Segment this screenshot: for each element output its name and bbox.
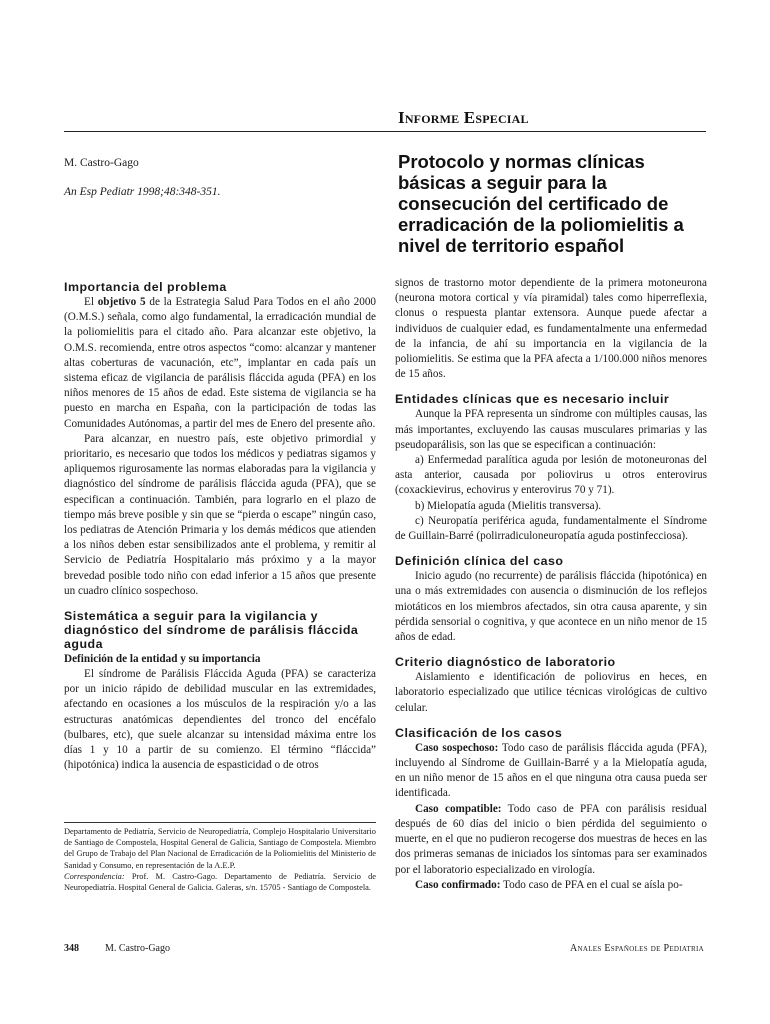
left-column [64, 280, 376, 773]
heading-definicion-clinica: Definición clínica del caso [395, 554, 564, 569]
footnotes [64, 826, 376, 893]
paragraph-objetivo: El objetivo 5 de la Estrategia Salud Para Todos en el año 2000 (O.M.S.) señala, como algo fundamental, la erradicación mundial de la poliomielitis para el citado año. Para alcanzar este objetivo, la O.M.S. recomienda, entre otros aspectos “como: alcanzar y mantener altas coberturas de vacunación, etc”, implantar en cada país un sistema eficaz de vigilancia de parálisis fláccida aguda (PFA) en los niños menores de 15 años de edad. Este sistema de vigilancia se ha puesto en marcha en España, con la participación de todas las Comunidades Autónomas, a partir del mes de Enero del presente año. [64, 296, 377, 430]
paragraph-entidades: Aunque la PFA representa un síndrome con múltiples causas, las más importantes, excluyendo las causas musculares primarias y las pseudoparálisis, son las que se especifican a continuación: [395, 408, 707, 451]
heading-entidades: Entidades clínicas que es necesario incluir [395, 392, 670, 407]
section-label: Informe Especial [398, 108, 529, 127]
case-compatible: Caso compatible: Todo caso de PFA con parálisis residual después de 60 días del inicio o bien pérdida del seguimiento o muerte, en el que no pudieron recogerse dos muestras de heces en las dos primeras semanas de iniciados los síntomas para ser examinados por el laboratorio especializado en virología. [395, 802, 707, 876]
paragraph-continuation: signos de trastorno motor dependiente de la primera motoneurona (neurona motora cortical y vía piramidal) tales como hiperreflexia, clonus o respuesta plantar extensora. Aunque puede afectar a individuos de cualquier edad, es fundamentalmente una enfermedad de la infancia, de ahí su importancia en la vigilancia de la poliomielitis. Se estima que la PFA afecta a 1/100.000 niños menores de 15 años. [395, 277, 707, 381]
footnote-correspondence: Correspondencia: Prof. M. Castro-Gago. Departamento de Pediatría. Servicio de Neuropediatría. Hospital General de Galicia. Galeras, s/n. 15705 - Santiago de Compostela. [64, 871, 376, 893]
subheading-definicion: Definición de la entidad y su importancia [64, 653, 261, 666]
list-item-c: c) Neuropatía periférica aguda, fundamentalmente el Síndrome de Guillain-Barré (polirradiculoneuropatía aguda postinfecciosa). [395, 514, 707, 543]
heading-importancia: Importancia del problema [64, 280, 227, 294]
author-name: M. Castro-Gago [64, 157, 139, 169]
citation: An Esp Pediatr 1998;48:348-351. [64, 186, 221, 198]
header-rule [64, 131, 706, 132]
running-author: M. Castro-Gago [105, 943, 170, 954]
paragraph-alcanzar: Para alcanzar, en nuestro país, este objetivo primordial y prioritario, es necesario que todos los médicos y pediatras sigamos y apliquemos rigurosamente las normas elaboradas para la vigilancia y diagnóstico del síndrome de parálisis fláccida aguda (PFA), que se especifican a continuación. También, para lograrlo en el plazo de tiempo más breve posible y sin que se “pierda o escape” ningún caso, los pediatras de Atención Primaria y los demás médicos que atienden a los niños deben estar sensibilizados ante el problema, y remitir al Servicio de Pediatría Hospitalario más próximo y a la mayor brevedad posible todo niño con edad inferior a 15 años que presente un cuadro clínico sospechoso. [64, 432, 376, 597]
heading-criterio: Criterio diagnóstico de laboratorio [395, 655, 616, 670]
case-confirmado: Caso confirmado: Todo caso de PFA en el cual se aísla po- [415, 878, 683, 891]
footnote-rule [64, 822, 376, 823]
list-item-b: b) Mielopatía aguda (Mielitis transversa). [415, 499, 602, 512]
bold-objetivo: objetivo 5 [97, 296, 146, 308]
heading-clasificacion: Clasificación de los casos [395, 725, 563, 740]
heading-sistematica: Sistemática a seguir para la vigilancia y diagnóstico del síndrome de parálisis fláccida aguda [64, 609, 359, 652]
journal-name: Anales Españoles de Pediatria [569, 943, 704, 954]
page-number: 348 [64, 943, 79, 954]
footnote-affiliation: Departamento de Pediatría, Servicio de Neuropediatría, Complejo Hospitalario Universitario de Santiago de Compostela, Hospital General de Galicia, Santiago de Compostela. Miembro del Grupo de Trabajo del Plan Nacional de Erradicación de la Poliomielitis del Ministerio de Sanidad y Consumo, en representación de la A.E.P. [64, 827, 376, 870]
right-column [395, 276, 707, 893]
paragraph-criterio: Aislamiento e identificación de poliovirus en heces, en laboratorio especializado que utilice técnicas virológicas de cultivo celular. [395, 671, 707, 714]
paragraph-pfa: El síndrome de Parálisis Fláccida Aguda (PFA) se caracteriza por un inicio rápido de debilidad muscular en las extremidades, afectando en ocasiones a los músculos de la respiración y/o a las estructuras anatómicas dependientes del tronco del encéfalo (bulbares, etc), que suele alcanzar su intensidad máxima entre los días 1 y 10 a partir de su comienzo. El término “fláccida” (hipotónica) indica la ausencia de espasticidad o de otros [64, 668, 376, 772]
case-sospechoso: Caso sospechoso: Todo caso de parálisis fláccida aguda (PFA), incluyendo al Síndrome de Guillain-Barré y a la Mielopatía aguda, en un niño menor de 15 años en el que ninguna otra causa pueda ser identificada. [395, 741, 707, 800]
paragraph-definicion-clinica: Inicio agudo (no recurrente) de parálisis fláccida (hipotónica) en una o más extremidades con ausencia o disminución de los reflejos miotáticos en los miembros afectados, sin otra causa aparente, y sin pérdida sensorial o cognitiva, y que acontece en un niño menor de 15 años de edad. [395, 570, 707, 644]
article-title: Protocolo y normas clínicas básicas a seguir para la consecución del certificado de erradicación de la poliomielitis a nivel de territorio español [398, 151, 684, 256]
list-item-a: a) Enfermedad paralítica aguda por lesión de motoneuronas del asta anterior, causada por poliovirus u otros enterovirus (coxackievirus, echovirus y enterovirus 70 y 71). [395, 454, 707, 497]
